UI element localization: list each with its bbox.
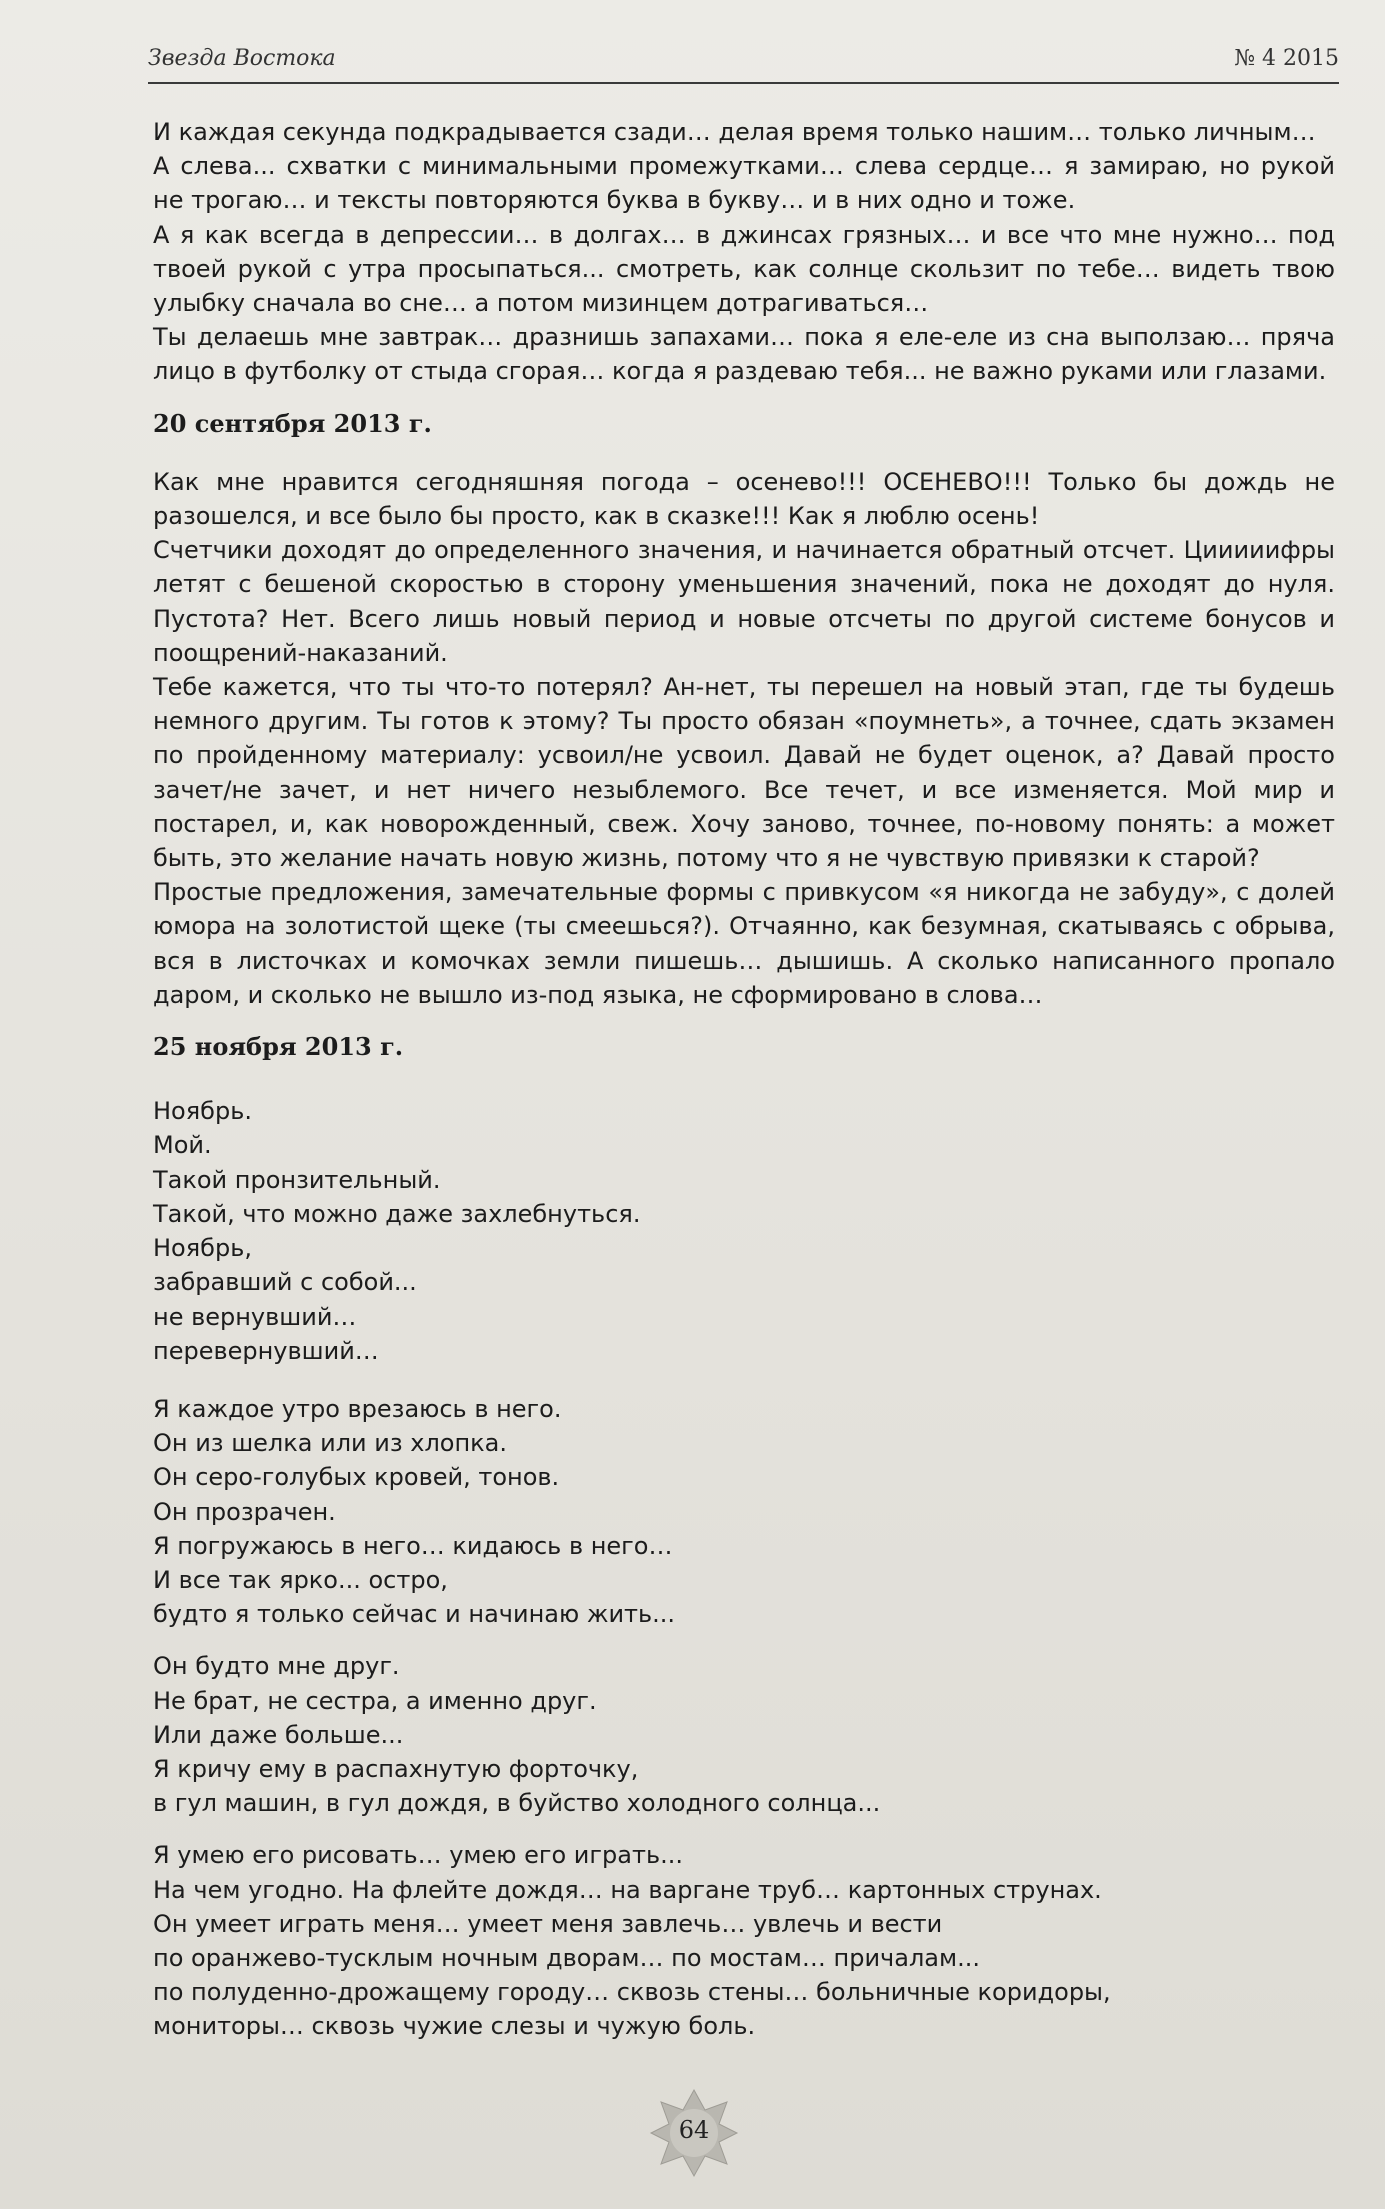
poem-line: Он прозрачен. (153, 1497, 336, 1526)
page-header (148, 44, 1339, 84)
poem-line: Ноябрь. (153, 1097, 252, 1126)
poem-line: будто я только сейчас и начинаю жить... (153, 1600, 676, 1629)
page-number-badge (649, 2088, 739, 2178)
poem-line: Я каждое утро врезаюсь в него. (153, 1394, 562, 1423)
article-body (153, 115, 1335, 2044)
poem-line: И все так ярко... остро, (153, 1565, 448, 1594)
paragraph: И каждая секунда подкрадывается сзади… делая время только нашим… только личным… (153, 118, 1316, 146)
poem-line: Он будто мне друг. (153, 1652, 400, 1681)
issue-number: № 4 2015 (1234, 46, 1339, 71)
paragraph: А слева... схватки с минимальными промежутками… слева сердце… я замираю, но рукой не трогаю… и тексты повторяются буква в букву… и в них одно и тоже. (153, 152, 1335, 215)
poem-line: Я кричу ему в распахнутую форточку, (153, 1754, 639, 1783)
poem-line: Или даже больше... (153, 1720, 404, 1749)
poem-line: Он серо-голубых кровей, тонов. (153, 1463, 560, 1492)
poem-stanza (153, 1649, 1335, 1820)
poem-stanza (153, 1392, 1335, 1631)
paragraph: Счетчики доходят до определенного значения, и начинается обратный отсчет. Цииииифры летят с бешеной скоростью в сторону уменьшения значений, пока не доходят до нуля. Пустота? Нет. Всего лишь новый период и новые отсчеты по другой системе бонусов и поощрений-наказаний. (153, 536, 1335, 667)
section-intro (153, 115, 1335, 389)
poem-line: в гул машин, в гул дождя, в буйство холодного солнца... (153, 1789, 881, 1818)
poem-line: На чем угодно. На флейте дождя… на варгане труб… картонных струнах. (153, 1875, 1102, 1904)
entry-date: 20 сентября 2013 г. (153, 408, 432, 438)
poem-stanza (153, 1094, 1335, 1368)
poem-line: Он умеет играть меня… умеет меня завлечь… увлечь и вести (153, 1909, 943, 1938)
poem-line: забравший с собой... (153, 1268, 417, 1297)
poem-line: Не брат, не сестра, а именно друг. (153, 1686, 597, 1715)
paragraph: Как мне нравится сегодняшняя погода – осенево!!! ОСЕНЕВО!!! Только бы дождь не разошелся, и все было бы просто, как в сказке!!! Как я люблю осень! (153, 467, 1335, 531)
entry-date: 25 ноября 2013 г. (153, 1032, 404, 1062)
poem-line: Мой. (153, 1131, 212, 1160)
poem-line: по полуденно-дрожащему городу… сквозь стены… больничные коридоры, (153, 1978, 1111, 2007)
paragraph: А я как всегда в депрессии… в долгах… в джинсах грязных… и все что мне нужно… под твоей рукой с утра просыпаться... смотреть, как солнце скользит по тебе… видеть твою улыбку сначала во сне… а потом мизинцем дотрагиваться… (153, 220, 1335, 318)
poem-line: Я погружаюсь в него… кидаюсь в него… (153, 1531, 673, 1560)
section-september (153, 465, 1335, 1012)
poem-line: Он из шелка или из хлопка. (153, 1429, 507, 1458)
paragraph: Простые предложения, замечательные формы с привкусом «я никогда не забуду», с долей юмора на золотистой щеке (ты смеешься?). Отчаянно, как безумная, скатываясь с обрыва, вся в листочках и комочках земли пишешь… дышишь. А сколько написанного пропало даром, и сколько не вышло из-под языка, не сформировано в слова… (153, 878, 1335, 1009)
paragraph: Тебе кажется, что ты что-то потерял? Ан-нет, ты перешел на новый этап, где ты будешь немного другим. Ты готов к этому? Ты просто обязан «поумнеть», а точнее, сдать экзамен по пройденному материалу: усвоил/не усвоил. Давай не будет оценок, а? Давай просто зачет/не зачет, и нет ничего незыблемого. Все течет, и все изменяется. Мой мир и постарел, и, как новорожденный, свеж. Хочу заново, точнее, по-новому понять: а может быть, это желание начать новую жизнь, потому что я не чувствую привязки к старой? (153, 673, 1335, 873)
poem-line: Такой, что можно даже захлебнуться. (153, 1199, 641, 1228)
poem-line: по оранжево-тусклым ночным дворам… по мостам… причалам... (153, 1943, 980, 1972)
poem-stanza (153, 1838, 1335, 2043)
journal-name: Звезда Востока (148, 46, 336, 71)
poem-line: Такой пронзительный. (153, 1165, 441, 1194)
poem-line: Ноябрь, (153, 1234, 252, 1263)
poem-line: не вернувший… (153, 1302, 357, 1331)
poem-line: перевернувший… (153, 1336, 379, 1365)
poem-line: мониторы… сквозь чужие слезы и чужую боль. (153, 2012, 756, 2041)
poem-line: Я умею его рисовать… умею его играть... (153, 1841, 683, 1870)
page-number: 64 (678, 2116, 710, 2144)
paragraph: Ты делаешь мне завтрак… дразнишь запахами… пока я еле-еле из сна выползаю… пряча лицо в футболку от стыда сгорая… когда я раздеваю тебя... не важно руками или глазами. (153, 323, 1335, 386)
